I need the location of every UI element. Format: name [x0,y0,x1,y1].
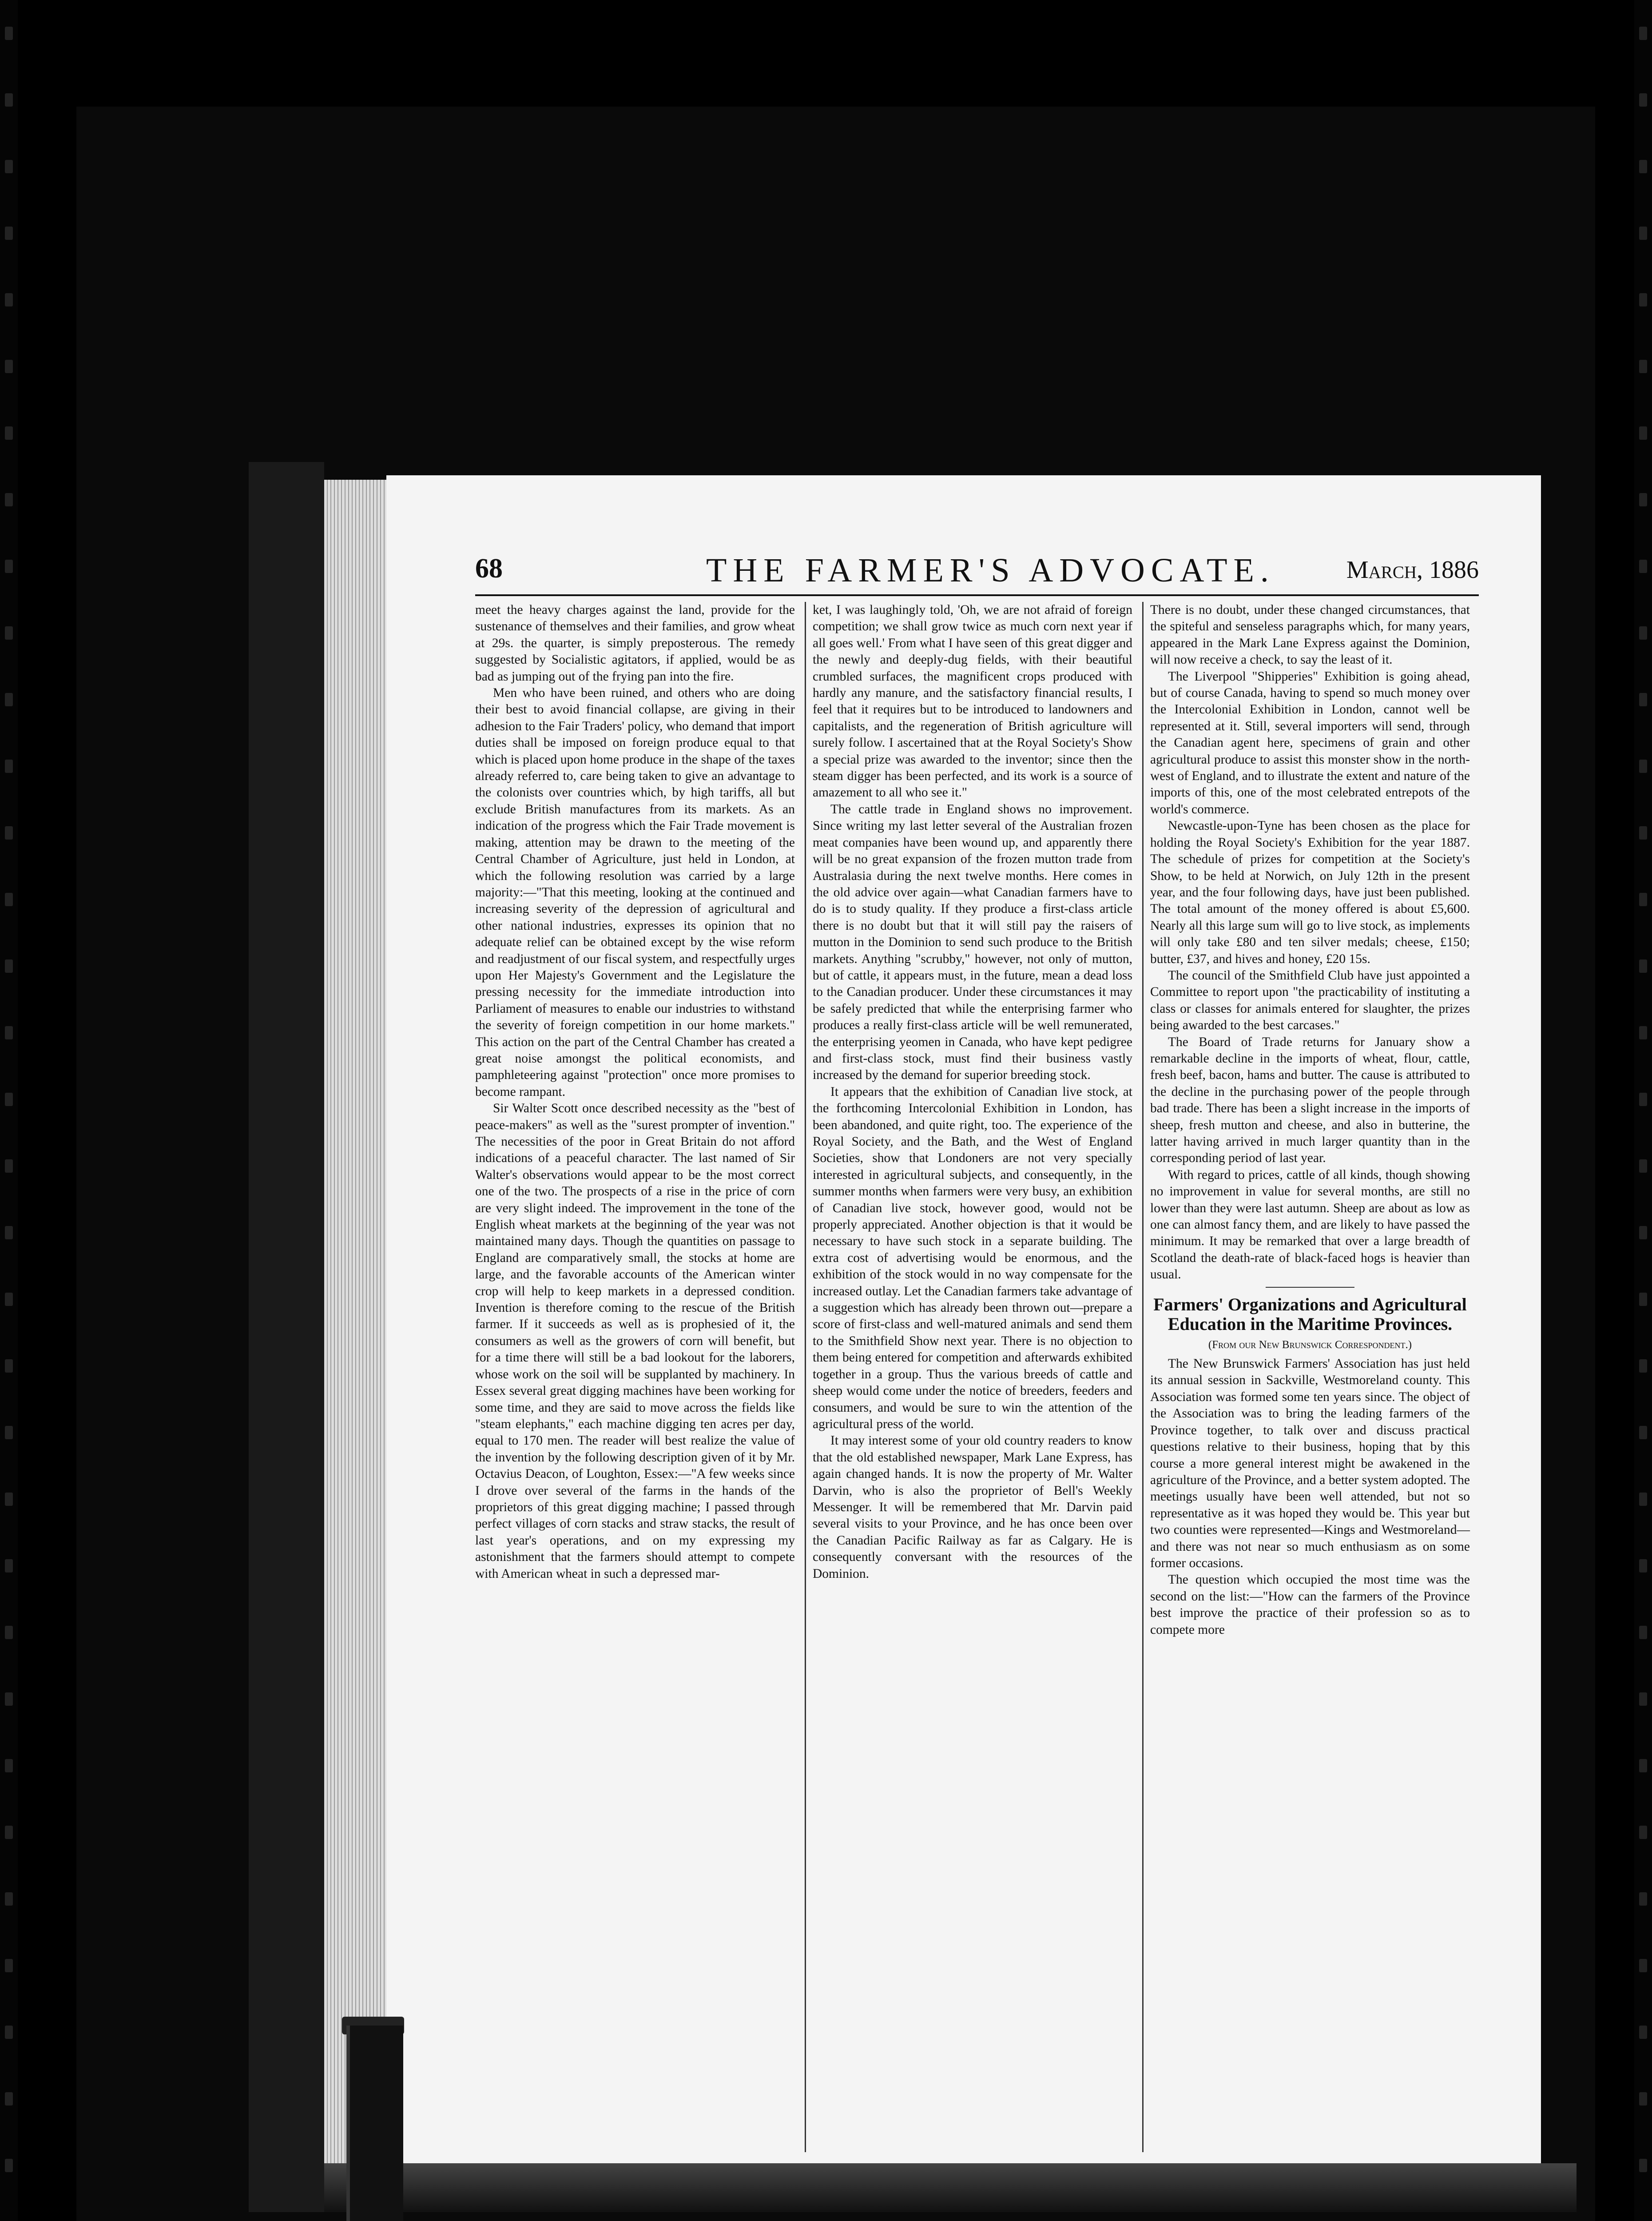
film-sprocket-hole [5,227,13,240]
film-sprocket-hole [1639,1093,1647,1106]
film-sprocket-hole [1639,493,1647,506]
film-sprocket-hole [5,93,13,107]
film-sprocket-hole [1639,1626,1647,1639]
paragraph: With regard to prices, cattle of all kinds, though showing no improvement in value for several months, are still no lower than they were last autumn. Sheep are about as low as one can almost fancy them, and are likely to have passed the minimum. It may be remarked that over a large breadth of Scotland the death-rate of black-faced hogs is heavier than usual. [1150,1167,1470,1282]
film-sprocket-hole [5,560,13,573]
film-sprocket-hole [1639,1026,1647,1039]
film-edge-left [0,0,18,2221]
paragraph: The Board of Trade returns for January show a remarkable decline in the imports of wheat, flour, cattle, fresh beef, bacon, hams and butter. The cause is attributed to the decline in the purchasing power of the people through bad trade. There has been a slight increase in the imports of sheep, fresh mutton and cheese, and also in butterine, the latter having arrived in much larger quantity than in the corresponding period of last year. [1150,1035,1470,1166]
paragraph: Newcastle-upon-Tyne has been chosen as the place for holding the Royal Society's Exhibition for the year 1887. The schedule of prizes for competition at the Society's Show, to be held at Norwich, on July 12th in the present year, and the four following days, have just been published. The total amount of the money offered is about £5,600. Nearly all this large sum will go to live stock, as implements will only take £80 and ten silver medals; cheese, £150; butter, £37, and hives and honey, £20 15s. [1150,819,1470,966]
film-sprocket-hole [1639,1692,1647,1706]
film-sprocket-hole [1639,360,1647,373]
film-sprocket-hole [5,27,13,40]
film-sprocket-hole [5,1826,13,1839]
film-sprocket-hole [5,1959,13,1972]
film-sprocket-hole [5,1293,13,1306]
film-sprocket-hole [1639,693,1647,706]
paragraph: The New Brunswick Farmers' Association has just held its annual session in Sackville, Westmoreland county. This Association was formed some ten years since. The object of the Association was to bring the leading farmers of the Province together, to talk over and discuss practical questions relative to their business, hoping that by this course a more general interest might be awakened in the agriculture of the Province, and a better system adopted. The meetings usually have been well attended, but not so representative as it was hoped they would be. This year but two counties were represented—Kings and Westmoreland—and there was not near so much enthusiasm as on some former occasions. [1150,1357,1470,1570]
film-sprocket-hole [5,1159,13,1173]
film-sprocket-hole [5,1559,13,1572]
film-sprocket-hole [5,760,13,773]
book-spine-shadow [249,462,324,2212]
film-sprocket-hole [1639,1826,1647,1839]
section-rule [1266,1287,1354,1288]
film-sprocket-hole [1639,760,1647,773]
film-sprocket-hole [5,293,13,306]
film-sprocket-hole [1639,160,1647,173]
film-sprocket-hole [1639,1959,1647,1972]
film-sprocket-hole [5,1093,13,1106]
book-page-edges [324,480,386,2203]
paragraph: There is no doubt, under these changed circumstances, that the spiteful and senseless paragraphs which, for many years, appeared in the Mark Lane Express against the Dominion, will now receive a check, to say the least of it. [1150,603,1470,667]
paragraph: Men who have been ruined, and others who are doing their best to avoid financial collapse, are giving in their adhesion to the Fair Traders' policy, who demand that import duties shall be imposed on foreign produce equal to that which is placed upon home produce in the shape of the taxes already referred to, care being taken to give an advantage to the colonists over countries which, by high tariffs, all but exclude British manufactures from its markets. As an indication of the progress which the Fair Trade movement is making, attention may be drawn to the meeting of the Central Chamber of Agriculture, just held in London, at which the following resolution was carried by a large majority:—"That this meeting, looking at the continued and increasing severity of the depression of agricultural and other national industries, expresses its opinion that no adequate relief can be obtained except by the wise reform and readjustment of our fiscal system, and respectfully urges upon Her Majesty's Government and the Legislature the pressing necessity for the immediate introduction into Parliament of measures to enable our industries to withstand the severity of foreign competition in our home markets." This action on the part of the Central Chamber has created a great noise amongst the political economists, and pamphleteering against "protection" once more promises to become rampant. [475,686,795,1099]
page-header [475,553,1479,593]
column-3 [1150,602,1470,1638]
film-sprocket-hole [1639,626,1647,640]
paragraph: The cattle trade in England shows no improvement. Since writing my last letter several of the Australian frozen meat companies have been wound up, and apparently there will be no great expansion of the frozen mutton trade from Australasia during the next twelve months. Here comes in the old advice over again—what Canadian farmers have to do is to study quality. If they produce a first-class article there is no doubt but that it will still pay the raisers of mutton in the Dominion to send such produce to the British markets. Anything "scrubby," however, not only of mutton, but of cattle, it appears must, in the future, mean a dead loss to the Canadian producer. Under these circumstances it may be safely predicted that while the enterprising farmer who produces a really first-class article will be well remunerated, the enterprising yeomen in Canada, who have kept pedigree and first-class stock, must find their business vastly increased by the demand for superior breeding stock. [813,802,1132,1083]
film-sprocket-hole [1639,2026,1647,2039]
paragraph: meet the heavy charges against the land, provide for the sustenance of themselves and their families, and grow wheat at 29s. the quarter, is simply preposterous. The remedy suggested by Socialistic agitators, if applied, would be as bad as jumping out of the frying pan into the fire. [475,603,795,684]
film-sprocket-hole [1639,1559,1647,1572]
film-sprocket-hole [5,1892,13,1906]
film-sprocket-hole [5,2159,13,2172]
header-rule [475,594,1479,596]
column-divider [805,602,806,2152]
film-sprocket-hole [1639,1426,1647,1439]
film-sprocket-hole [5,1026,13,1039]
column-2 [813,602,1132,1582]
film-sprocket-hole [1639,1493,1647,1506]
film-sprocket-hole [5,2092,13,2106]
column-divider [1142,602,1144,2152]
film-sprocket-hole [5,160,13,173]
paragraph: ket, I was laughingly told, 'Oh, we are not afraid of foreign competition; we shall grow twice as much corn next year if all goes well.' From what I have seen of this great digger and the newly and deeply-dug fields, with their beautiful crumbled surfaces, the magnificent crops produced with hardly any manure, and the satisfactory financial results, I feel that it requires but to be introduced to landowners and capitalists, and the regeneration of British agriculture will surely follow. I ascertained that at the Royal Society's Show a special prize was awarded to the inventor; since then the steam digger has been perfected, and its work is a source of amazement to all who see it." [813,603,1132,800]
issue-date: March, 1886 [1346,556,1479,584]
film-sprocket-hole [5,1426,13,1439]
page-bottom-shadow [324,2163,1577,2212]
film-sprocket-hole [5,1493,13,1506]
paragraph: It may interest some of your old country readers to know that the old established newspaper, Mark Lane Express, has again changed hands. It is now the property of Mr. Walter Darvin, who is also the proprietor of Bell's Weekly Messenger. It will be remembered that Mr. Darvin paid several visits to your Province, and he has once been over the Canadian Pacific Railway as far as Calgary. He is consequently conversant with the resources of the Dominion. [813,1433,1132,1581]
film-sprocket-hole [5,693,13,706]
film-sprocket-hole [1639,426,1647,440]
film-sprocket-hole [1639,2159,1647,2172]
film-sprocket-hole [5,360,13,373]
film-sprocket-hole [5,2026,13,2039]
book-clip [346,2026,403,2221]
film-sprocket-hole [1639,1759,1647,1772]
newspaper-page [386,475,1541,2163]
film-sprocket-hole [5,1759,13,1772]
masthead-title: THE FARMER'S ADVOCATE. [706,552,1275,589]
article-byline: (From our New Brunswick Correspondent.) [1208,1338,1412,1351]
film-sprocket-hole [5,426,13,440]
paragraph: The council of the Smithfield Club have just appointed a Committee to report upon "the practicability of instituting a class or classes for animals entered for slaughter, the prizes being awarded to the best carcases." [1150,968,1470,1033]
film-sprocket-hole [1639,1892,1647,1906]
film-sprocket-hole [5,1226,13,1239]
film-sprocket-hole [1639,893,1647,906]
film-sprocket-hole [5,893,13,906]
paragraph: The Liverpool "Shipperies" Exhibition is going ahead, but of course Canada, having to spend so much money over the Intercolonial Exhibition in London, cannot well be represented at it. Still, several importers will send, through the Canadian agent here, specimens of grain and other agricultural produce to assist this monster show in the north-west of England, and to illustrate the extent and nature of the imports of this, one of the most celebrated entrepots of the world's commerce. [1150,669,1470,816]
film-sprocket-hole [5,826,13,840]
film-sprocket-hole [1639,826,1647,840]
film-sprocket-hole [5,1626,13,1639]
film-sprocket-hole [1639,959,1647,973]
film-sprocket-hole [1639,2092,1647,2106]
page-number: 68 [475,553,503,584]
film-sprocket-hole [1639,227,1647,240]
film-sprocket-hole [1639,1293,1647,1306]
column-1 [475,602,795,1582]
film-sprocket-hole [5,626,13,640]
paragraph: It appears that the exhibition of Canadian live stock, at the forthcoming Intercolonial Exhibition in London, has been abandoned, and quite right, too. The experience of the Royal Society, and the Bath, and the West of England Societies, show that Londoners are not very specially interested in agricultural subjects, and consequently, in the summer months when farmers were very busy, an exhibition of Canadian live stock, however good, would not be properly appreciated. Another objection is that it would be necessary to have such stock in a separate building. The extra cost of advertising would be enormous, and the exhibition of the stock would in no way compensate for the increased outlay. Let the Canadian farmers take advantage of a suggestion which has already been thrown out—prepare a score of first-class and well-matured animals and send them to the Smithfield Show next year. There is no objection to them being entered for competition and afterwards exhibited together in a group. Thus the various breeds of cattle and sheep would come under the notice of breeders, feeders and consumers, and would be sure to win the attention of the agricultural press of the world. [813,1084,1132,1431]
film-sprocket-hole [5,493,13,506]
film-sprocket-hole [5,959,13,973]
film-sprocket-hole [1639,93,1647,107]
article-headline: Farmers' Organizations and Agricultural Education in the Maritime Provinces. [1153,1294,1467,1334]
film-sprocket-hole [1639,1159,1647,1173]
film-sprocket-hole [1639,560,1647,573]
film-sprocket-hole [1639,1226,1647,1239]
film-sprocket-hole [1639,293,1647,306]
film-sprocket-hole [1639,1359,1647,1373]
paragraph: Sir Walter Scott once described necessity as the "best of peace-makers" as well as the "surest prompter of invention." The necessities of the poor in Great Britain do not afford indications of a peaceful character. The last named of Sir Walter's observations would appear to be the most correct one of the two. The prospects of a rise in the price of corn are very slight indeed. The improvement in the tone of the English wheat markets at the beginning of the year was not maintained many days. Though the quantities on passage to England are comparatively small, the stocks at home are large, and the favorable accounts of the American winter crop will help to keep markets in a depressed condition. Invention is therefore coming to the rescue of the British farmer. If it succeeds as well as is prophesied of it, the consumers as well as the growers of corn will benefit, but for a time there will still be a bad lookout for the laborers, whose work on the soil will be supplanted by machinery. In Essex several great digging machines have been working for some time, and they are said to move across the fields like "steam elephants," each machine digging ten acres per day, equal to 170 men. The reader will best realize the value of the invention by the following description given of it by Mr. Octavius Deacon, of Loughton, Essex:—"A few weeks since I drove over several of the farms in the hands of the proprietors of this great digging machine; I passed through perfect villages of corn stacks and straw stacks, the result of last year's operations, and on my expressing my astonishment that the farmers should attempt to compete with American wheat in such a depressed mar- [475,1101,795,1581]
film-sprocket-hole [5,1692,13,1706]
paragraph: The question which occupied the most time was the second on the list:—"How can the farmers of the Province best improve the practice of their profession so as to compete more [1150,1572,1470,1637]
film-sprocket-hole [1639,27,1647,40]
film-edge-right [1634,0,1652,2221]
film-sprocket-hole [5,1359,13,1373]
